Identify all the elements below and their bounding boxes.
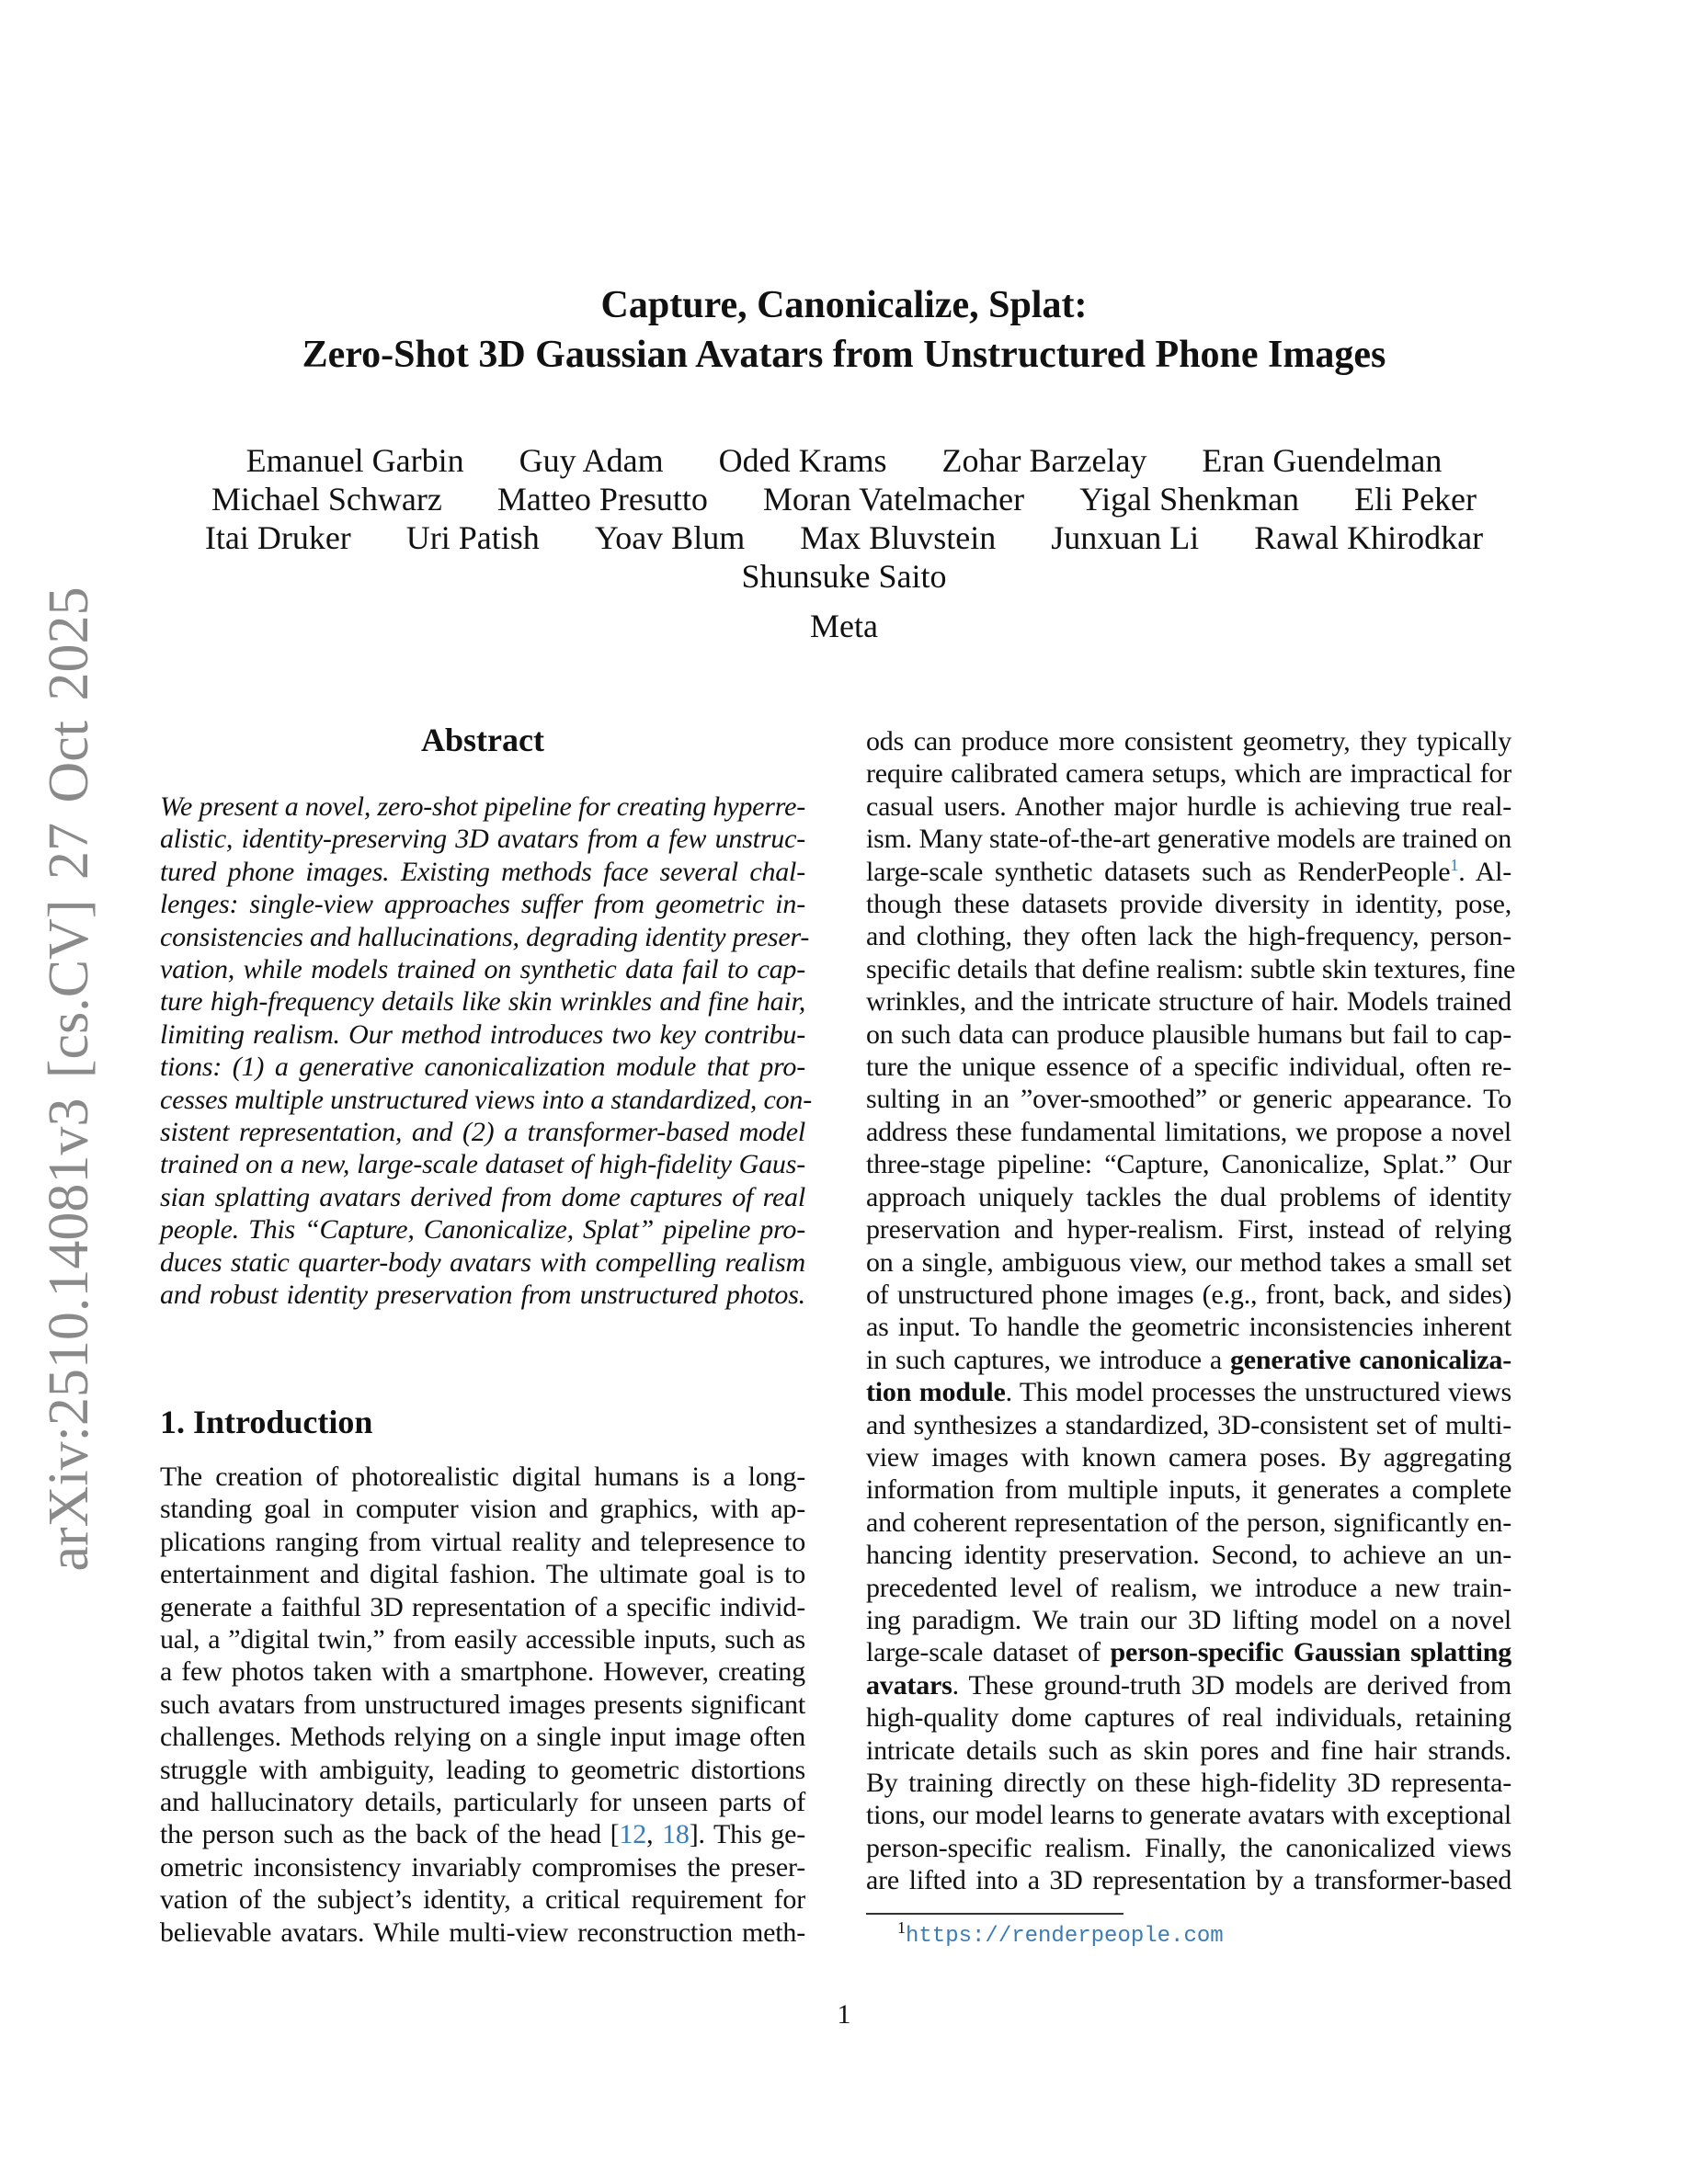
text-line: ometric inconsistency invariably compromises the preser- [160, 1851, 805, 1883]
paper-title [0, 280, 1688, 380]
text-line [866, 856, 1511, 888]
text-line: duces static quarter-body avatars with compelling realism [160, 1246, 805, 1278]
text-line: information from multiple inputs, it generates a complete [866, 1474, 1511, 1506]
text-line: and clothing, they often lack the high-frequency, person- [866, 921, 1511, 952]
author-name: Matteo Presutto [496, 481, 708, 518]
text-line: on such data can produce plausible humans but fail to cap- [866, 1018, 1511, 1050]
text-line: wrinkles, and the intricate structure of hair. Models trained [866, 986, 1511, 1018]
text-span: in such captures, we introduce a [866, 1344, 1230, 1375]
text-line: By training directly on these high-fidelity 3D representa- [866, 1768, 1511, 1798]
footnote-mark: 1 [897, 1918, 906, 1937]
bold-text: avatars [866, 1669, 952, 1701]
text-line: are lifted into a 3D representation by a transformer-based [866, 1865, 1511, 1896]
text-line: challenges. Methods relying on a single input image often [160, 1722, 805, 1753]
text-line: ism. Many state-of-the-art generative models are trained on [866, 824, 1511, 855]
text-span: , front, back, and sides) [1250, 1279, 1511, 1310]
text-span: . Al- [1458, 856, 1511, 887]
text-line: generate a faithful 3D representation of a specific individ- [160, 1591, 805, 1622]
text-line [866, 1344, 1511, 1376]
introduction-right-column [866, 725, 1516, 1897]
text-line: precedented level of realism, we introduce a new train- [866, 1572, 1511, 1603]
author-row [92, 557, 1596, 596]
author-name: Junxuan Li [1051, 519, 1200, 556]
text-span: large-scale dataset of [866, 1637, 1111, 1668]
author-name: Emanuel Garbin [245, 442, 464, 479]
author-name: Yigal Shenkman [1079, 481, 1300, 518]
text-line: We present a novel, zero-shot pipeline for creating hyperre- [160, 791, 805, 822]
text-line: sistent representation, and (2) a transformer-based model [160, 1117, 805, 1148]
author-name: Eli Peker [1354, 481, 1477, 518]
footnote-ref[interactable]: 1 [1450, 855, 1459, 874]
bold-text: generative canonicaliza- [1230, 1344, 1511, 1375]
text-span: of unstructured phone images ( [866, 1279, 1212, 1310]
author-name: Rawal Khirodkar [1254, 519, 1484, 556]
text-line: tions: (1) a generative canonicalization module that pro- [160, 1052, 805, 1083]
text-line: ture the unique essence of a specific individual, often re- [866, 1052, 1511, 1083]
arxiv-identifier: arXiv:2510.14081v3 [cs.CV] 27 Oct 2025 [38, 586, 100, 1572]
text-span: . This model processes the unstructured views [1005, 1377, 1511, 1408]
text-line: preservation and hyper-realism. First, instead of relying [866, 1214, 1511, 1246]
author-list [92, 441, 1596, 596]
citation-link[interactable]: 12 [619, 1819, 647, 1850]
section-heading-introduction: 1. Introduction [160, 1404, 373, 1440]
text-span: , [646, 1819, 663, 1850]
text-line [866, 1669, 1511, 1701]
text-line: alistic, identity-preserving 3D avatars from a few unstruc- [160, 824, 805, 855]
text-line: sian splatting avatars derived from dome captures of real [160, 1181, 805, 1212]
text-line: approach uniquely tackles the dual problems of identity [866, 1181, 1511, 1212]
text-line: ual, a ”digital twin,” from easily accessible inputs, such as [160, 1624, 805, 1655]
text-line: view images with known camera poses. By aggregating [866, 1441, 1511, 1473]
author-name: Eran Guendelman [1202, 442, 1443, 479]
affiliation: Meta [810, 608, 878, 644]
text-line: as input. To handle the geometric inconsistencies inherent [866, 1312, 1511, 1343]
bold-text: person-specific Gaussian splatting [1110, 1637, 1511, 1668]
text-line: ing paradigm. We train our 3D lifting model on a novel [866, 1604, 1511, 1635]
author-name: Oded Krams [718, 442, 887, 479]
text-line: believable avatars. While multi-view reconstruction meth- [160, 1917, 805, 1948]
abstract-body [160, 791, 813, 1312]
text-line: vation of the subject’s identity, a critical requirement for [160, 1884, 805, 1916]
text-line: casual users. Another major hurdle is achieving true real- [866, 791, 1511, 822]
introduction-left-column [160, 1461, 805, 1949]
footnote-rule [866, 1913, 1123, 1915]
text-line: consistencies and hallucinations, degrading identity preser- [160, 921, 810, 952]
text-line: and robust identity preservation from unstructured photos. [160, 1280, 805, 1311]
text-line: ods can produce more consistent geometry, they typically [866, 726, 1511, 756]
author-name: Shunsuke Saito [741, 558, 947, 595]
text-line: and synthesizes a standardized, 3D-consistent set of multi- [866, 1409, 1511, 1440]
author-row [92, 441, 1596, 480]
text-line: vation, while models trained on synthetic data fail to cap- [160, 954, 805, 985]
text-line: limiting realism. Our method introduces two key contribu- [160, 1018, 805, 1050]
text-line: require calibrated camera setups, which are impractical for [866, 758, 1511, 790]
text-span: ]. This ge- [689, 1819, 805, 1850]
author-row [92, 480, 1596, 518]
page-number: 1 [837, 1999, 851, 2030]
text-line: on a single, ambiguous view, our method takes a small set [866, 1246, 1511, 1278]
author-name: Yoav Blum [594, 519, 746, 556]
text-line: sulting in an ”over-smoothed” or generic appearance. To [866, 1084, 1511, 1115]
text-line: trained on a new, large-scale dataset of high-fidelity Gaus- [160, 1149, 805, 1180]
text-line: cesses multiple unstructured views into a standardized, con- [160, 1084, 813, 1115]
author-name: Michael Schwarz [211, 481, 442, 518]
author-name: Zohar Barzelay [941, 442, 1147, 479]
text-line [866, 1636, 1511, 1668]
text-line: tured phone images. Existing methods face several chal- [160, 856, 805, 887]
text-line: ture high-frequency details like skin wrinkles and fine hair, [160, 986, 805, 1018]
text-line: intricate details such as skin pores and fine hair strands. [866, 1735, 1511, 1766]
text-line: address these fundamental limitations, we propose a novel [866, 1116, 1511, 1147]
text-line: tions, our model learns to generate avatars with exceptional [866, 1800, 1511, 1831]
author-name: Moran Vatelmacher [762, 481, 1025, 518]
text-line: standing goal in computer vision and graphics, with ap- [160, 1494, 805, 1525]
text-line: a few photos taken with a smartphone. However, creating [160, 1656, 805, 1688]
text-line: hancing identity preservation. Second, to achieve an un- [866, 1540, 1511, 1571]
title-line: Zero-Shot 3D Gaussian Avatars from Unstructured Phone Images [302, 334, 1386, 376]
text-line: specific details that define realism: subtle skin textures, fine [866, 953, 1516, 984]
text-line: three-stage pipeline: “Capture, Canonicalize, Splat.” Our [866, 1149, 1511, 1180]
author-name: Uri Patish [405, 519, 540, 556]
text-line: and coherent representation of the person, significantly en- [866, 1507, 1511, 1538]
text-line: The creation of photorealistic digital humans is a long- [160, 1462, 805, 1492]
footnote [897, 1918, 1224, 1951]
footnote-link[interactable]: https://renderpeople.com [906, 1924, 1224, 1949]
text-line: people. This “Capture, Canonicalize, Splat” pipeline pro- [160, 1214, 805, 1246]
text-line: such avatars from unstructured images presents significant [160, 1689, 805, 1720]
bold-text: tion module [866, 1377, 1006, 1408]
text-line: lenges: single-view approaches suffer from geometric in- [160, 889, 805, 920]
text-span: . These ground-truth 3D models are derived from [952, 1669, 1511, 1701]
author-row [92, 518, 1596, 557]
author-name: Guy Adam [519, 442, 664, 479]
text-line: high-quality dome captures of real individuals, retaining [866, 1702, 1511, 1734]
text-line [866, 1376, 1511, 1408]
text-line: struggle with ambiguity, leading to geometric distortions [160, 1754, 805, 1785]
text-line: plications ranging from virtual reality and telepresence to [160, 1526, 805, 1557]
text-line: though these datasets provide diversity in identity, pose, [866, 889, 1511, 920]
text-line [866, 1279, 1511, 1311]
text-line: entertainment and digital fashion. The ultimate goal is to [160, 1559, 805, 1590]
italic-text: e.g. [1211, 1279, 1250, 1310]
author-name: Itai Druker [204, 519, 351, 556]
citation-link[interactable]: 18 [662, 1819, 690, 1850]
text-span: the person such as the back of the head [ [160, 1819, 620, 1850]
text-line: person-specific realism. Finally, the canonicalized views [866, 1832, 1511, 1863]
abstract-heading: Abstract [421, 722, 544, 758]
title-line: Capture, Canonicalize, Splat: [600, 284, 1088, 326]
author-name: Max Bluvstein [800, 519, 997, 556]
text-line: and hallucinatory details, particularly for unseen parts of [160, 1787, 805, 1818]
text-span: large-scale synthetic datasets such as RenderPeople [866, 856, 1451, 887]
text-line [160, 1818, 805, 1850]
